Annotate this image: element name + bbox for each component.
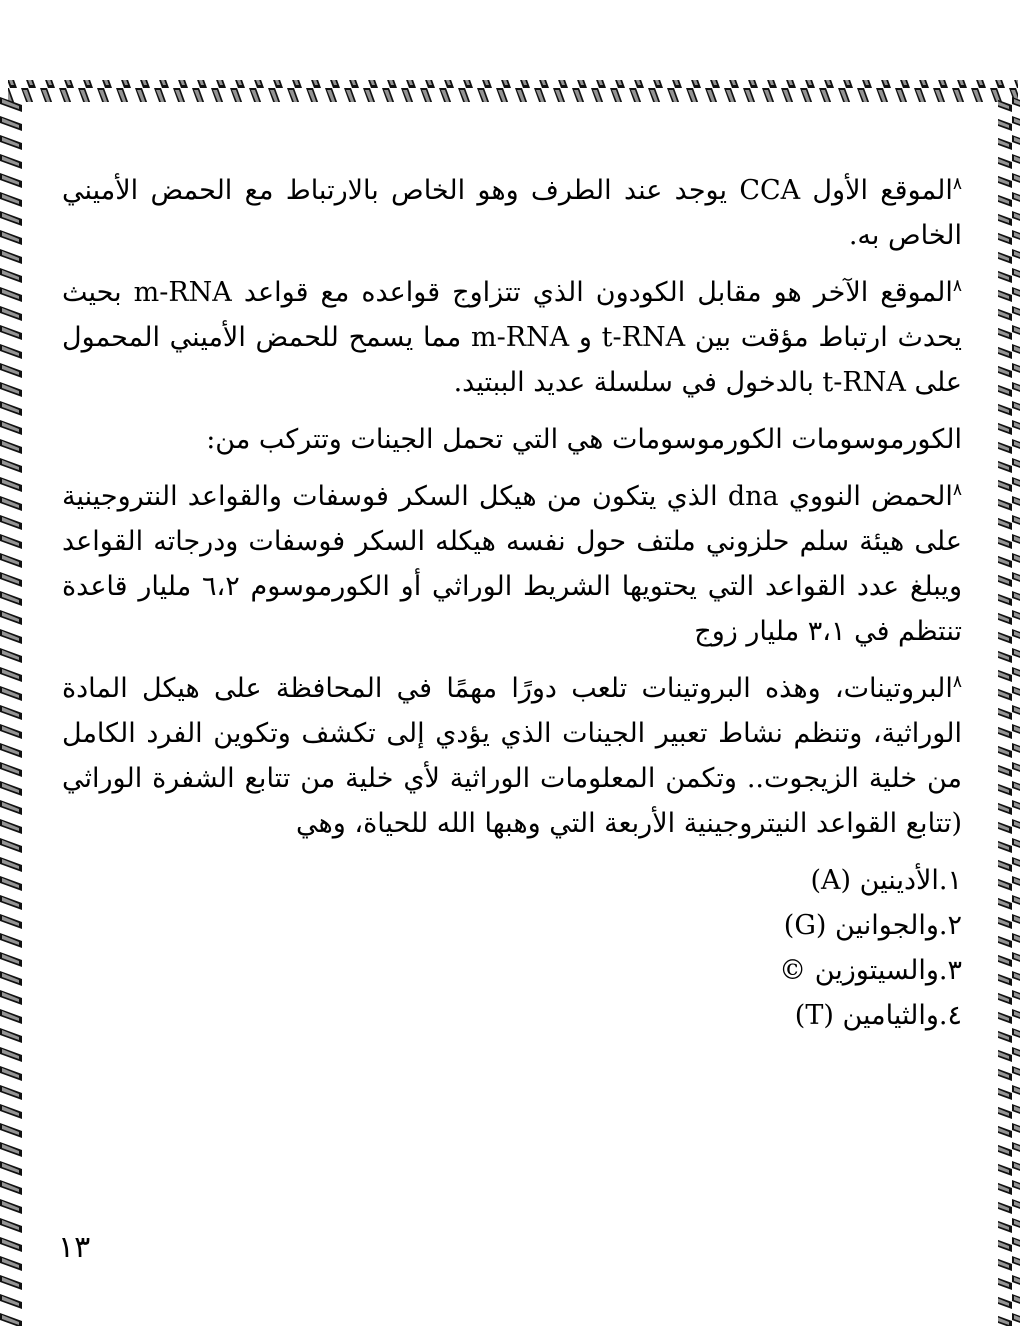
bullet-marker: ۸: [952, 174, 962, 194]
paragraph-dna: [62, 474, 962, 654]
list-item: ١.الأدينين (A): [810, 865, 962, 896]
paragraph-text: البروتينات، وهذه البروتينات تلعب دورًا مهمًا في المحافظة على هيكل المادة الوراثية، وتنظم نشاط تعبير الجينات الذي يؤدي إلى تكشف وتكوين الفرد الكامل من خلية الزيجوت.. وتكمن المعلومات الوراثية لأي خلية من تتابع الشفرة الوراثي (تتابع القواعد النيتروجينية الأربعة التي وهبها الله للحياة، وهي: [62, 673, 962, 839]
document-body: [62, 168, 962, 1038]
paragraph-anticodon-site: [62, 270, 962, 405]
page-number: ١٣: [58, 1230, 91, 1265]
paragraph-text: الكورموسومات الكورموسومات هي التي تحمل الجينات وتتركب من:: [206, 424, 962, 455]
paragraph-cca-site: [62, 168, 962, 258]
paragraph-text: الحمض النووي dna الذي يتكون من هيكل السكر فوسفات والقواعد النتروجينية على هيئة سلم حلزوني ملتف حول نفسه هيكله السكر فوسفات ودرجاته القواعد ويبلغ عدد القواعد التي يحتويها الشريط الوراثي أو الكورموسوم ٦،٢ مليار قاعدة تنتظم في ٣،١ مليار زوج: [62, 481, 962, 647]
bullet-marker: ۸: [952, 276, 962, 296]
paragraph-text: الموقع الآخر هو مقابل الكودون الذي تتزاوج قواعده مع قواعد m-RNA بحيث يحدث ارتباط مؤقت بين t-RNA و m-RNA مما يسمح للحمض الأميني المحمول على t-RNA بالدخول في سلسلة عديد الببتيد.: [62, 277, 962, 398]
list-item: ٢.والجوانين (G): [783, 910, 962, 941]
paragraph-proteins: [62, 666, 962, 846]
bullet-marker: ۸: [952, 672, 962, 692]
paragraph-chromosomes-heading: [62, 417, 962, 462]
list-item: ٤.والثيامين (T): [794, 1000, 962, 1031]
list-item: ٣.والسيتوزين ©: [779, 955, 962, 986]
bullet-marker: ۸: [952, 480, 962, 500]
paragraph-text: الموقع الأول CCA يوجد عند الطرف وهو الخاص بالارتباط مع الحمض الأميني الخاص به.: [62, 175, 962, 251]
nitrogenous-bases-list: [62, 858, 962, 1038]
